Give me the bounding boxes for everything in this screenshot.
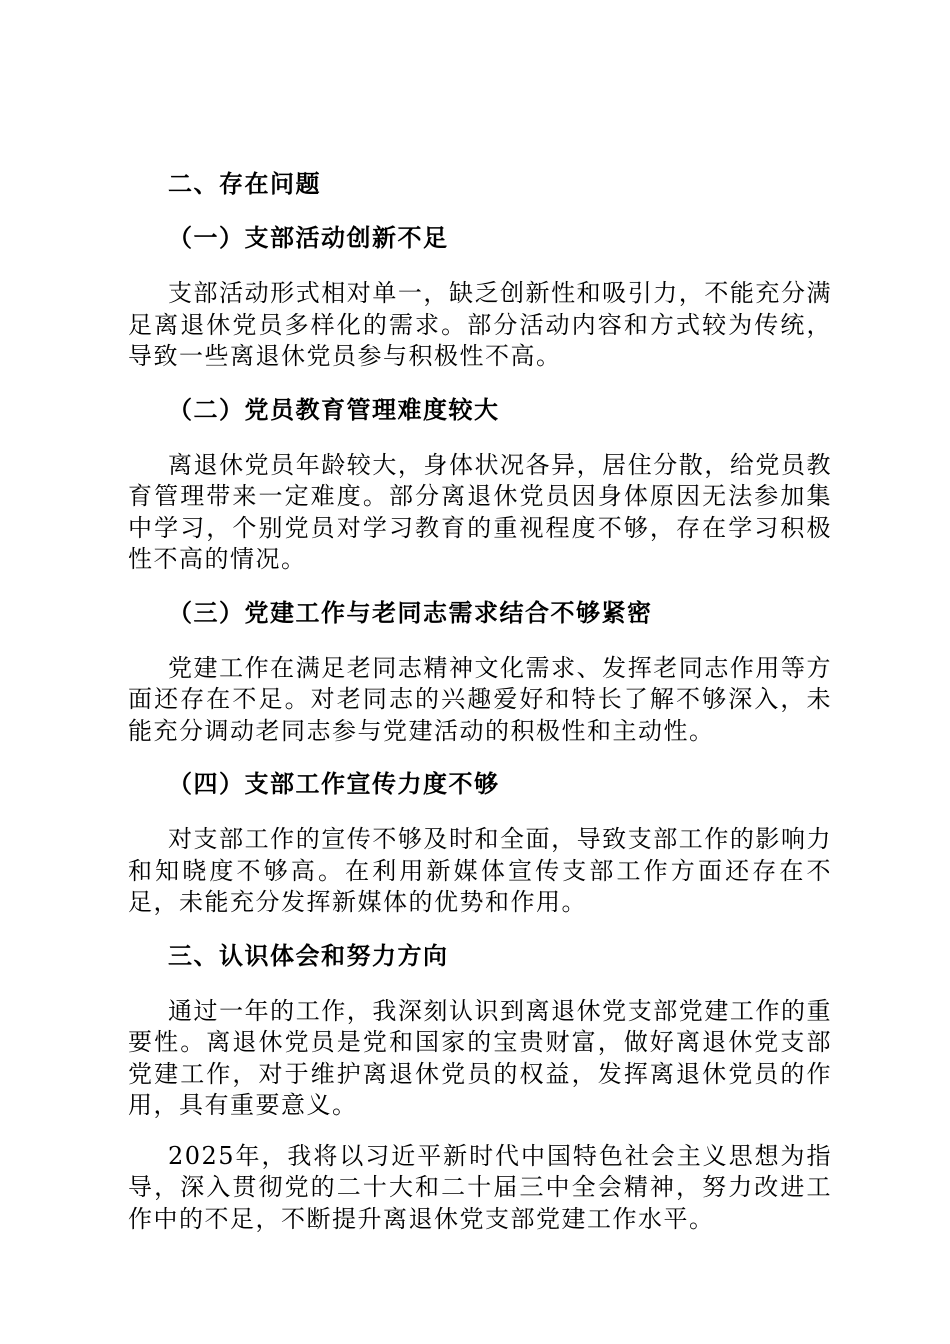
- subheading-publicity: （四）支部工作宣传力度不够: [168, 770, 500, 798]
- paragraph-education-management: 离退休党员年龄较大，身体状况各异，居住分散，给党员教育管理带来一定难度。部分离退休党员因身体原因无法参加集中学习，个别党员对学习教育的重视程度不够，存在学习积极性不高的情况。: [128, 450, 832, 573]
- section-heading-understanding: 三、认识体会和努力方向: [168, 941, 449, 970]
- document-body: [128, 166, 832, 1235]
- paragraph-veteran-needs: 党建工作在满足老同志精神文化需求、发挥老同志作用等方面还存在不足。对老同志的兴趣爱好和特长了解不够深入，未能充分调动老同志参与党建活动的积极性和主动性。: [128, 653, 832, 745]
- subheading-activity-innovation: （一）支部活动创新不足: [168, 224, 449, 252]
- paragraph-publicity: 对支部工作的宣传不够及时和全面，导致支部工作的影响力和知晓度不够高。在利用新媒体宣传支部工作方面还存在不足，未能充分发挥新媒体的优势和作用。: [128, 825, 832, 916]
- section-heading-problems: 二、存在问题: [168, 170, 321, 198]
- paragraph-activity-innovation: 支部活动形式相对单一，缺乏创新性和吸引力，不能充分满足离退休党员多样化的需求。部分活动内容和方式较为传统，导致一些离退休党员参与积极性不高。: [128, 279, 832, 370]
- subheading-veteran-needs: （三）党建工作与老同志需求结合不够紧密: [168, 598, 653, 627]
- subheading-education-management: （二）党员教育管理难度较大: [168, 395, 500, 424]
- paragraph-direction-2025: 2025年，我将以习近平新时代中国特色社会主义思想为指导，深入贯彻党的二十大和二十届三中全会精神，努力改进工作中的不足，不断提升离退休党支部党建工作水平。: [128, 1141, 832, 1233]
- paragraph-understanding: 通过一年的工作，我深刻认识到离退休党支部党建工作的重要性。离退休党员是党和国家的宝贵财富，做好离退休党支部党建工作，对于维护离退休党员的权益，发挥离退休党员的作用，具有重要意义。: [128, 996, 832, 1119]
